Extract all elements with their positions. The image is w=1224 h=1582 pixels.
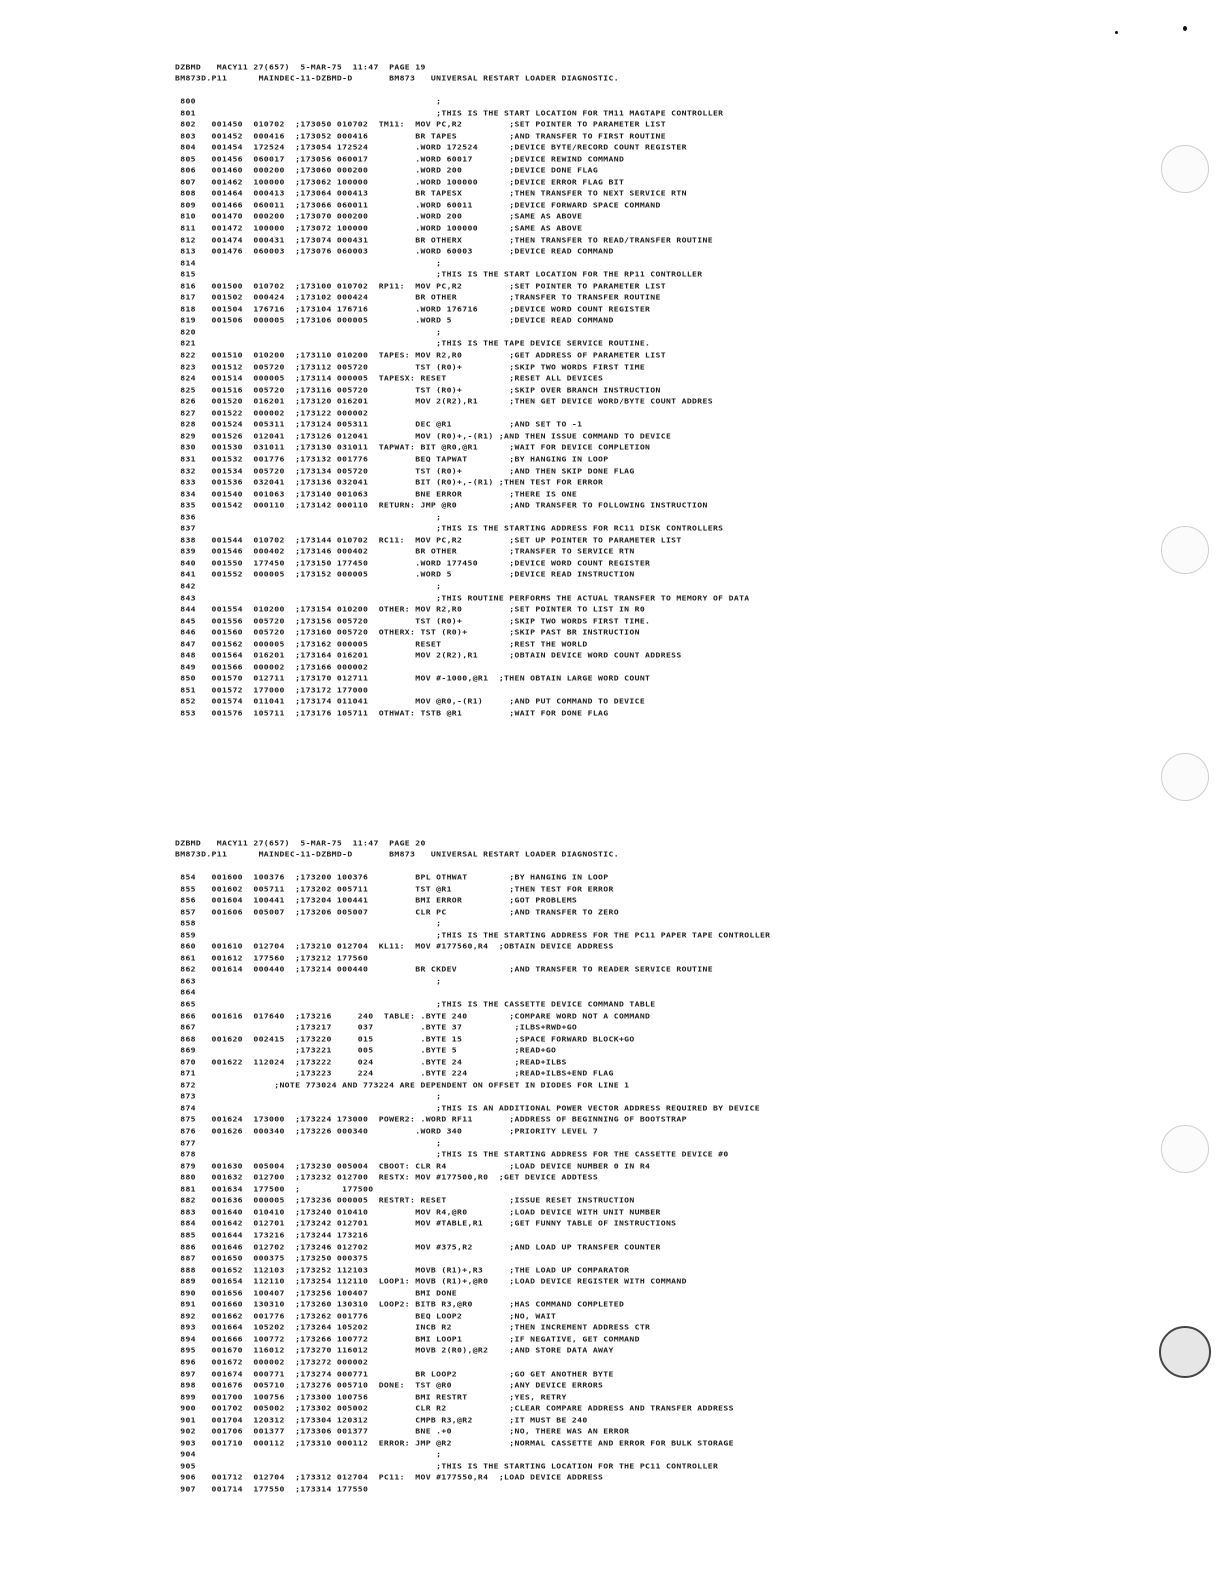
code-line: 812 001474 000431 ;173074 000431 BR OTHERX ;THEN TRANSFER TO READ/TRANSFER ROUTINE [175, 234, 713, 244]
code-line: 862 001614 000440 ;173214 000440 BR CKDEV ;AND TRANSFER TO READER SERVICE ROUTINE [175, 964, 713, 974]
code-line: 901 001704 120312 ;173304 120312 CMPB R3,@R2 ;IT MUST BE 240 [175, 1414, 588, 1424]
code-line: 859 ;THIS IS THE STARTING ADDRESS FOR THE PC11 PAPER TAPE CONTROLLER [175, 929, 771, 939]
code-line: 811 001472 100000 ;173072 100000 .WORD 100000 ;SAME AS ABOVE [175, 223, 583, 233]
listing-page-20 [175, 838, 770, 1496]
code-line: 875 001624 173000 ;173224 173000 POWER2: .WORD RF11 ;ADDRESS OF BEGINNING OF BOOTSTRAP [175, 1114, 687, 1124]
code-line: 829 001526 012041 ;173126 012041 MOV (R0)+,-(R1) ;AND THEN ISSUE COMMAND TO DEVICE [175, 430, 672, 441]
code-line: 880 001632 012700 ;173232 012700 RESTX: MOV #177500,R0 ;GET DEVICE ADDTESS [175, 1172, 599, 1182]
binder-hole [1161, 753, 1209, 801]
code-line: 818 001504 176716 ;173104 176716 .WORD 176716 ;DEVICE WORD COUNT REGISTER [175, 303, 651, 314]
code-line: 869 ;173221 005 .BYTE 5 ;READ+GO [175, 1045, 557, 1055]
code-line: 810 001470 000200 ;173070 000200 .WORD 200 ;SAME AS ABOVE [175, 211, 583, 221]
code-line: 884 001642 012701 ;173242 012701 MOV #TABLE,R1 ;GET FUNNY TABLE OF INSTRUCTIONS [175, 1218, 677, 1228]
code-line: 852 001574 011041 ;173174 011041 MOV @R0,-(R1) ;AND PUT COMMAND TO DEVICE [175, 696, 646, 706]
code-line: 889 001654 112110 ;173254 112110 LOOP1: MOVB (R1)+,@R0 ;LOAD DEVICE REGISTER WITH COMMAND [175, 1276, 687, 1286]
code-line: 890 001656 100407 ;173256 100407 BMI DONE [175, 1287, 458, 1297]
binder-hole [1161, 526, 1209, 574]
page-header-line: BM873D.P11 MAINDEC-11-DZBMD-D BM873 UNIVERSAL RESTART LOADER DIAGNOSTIC. [175, 849, 619, 859]
code-line: 886 001646 012702 ;173246 012702 MOV #375,R2 ;AND LOAD UP TRANSFER COUNTER [175, 1241, 661, 1251]
code-line: 814 ; [175, 257, 442, 267]
code-line: 885 001644 173216 ;173244 173216 [175, 1229, 369, 1240]
code-line: 847 001562 000005 ;173162 000005 RESET ;REST THE WORLD [175, 638, 588, 648]
binder-hole [1161, 1125, 1209, 1173]
code-line: 846 001560 005720 ;173160 005720 OTHERX: TST (R0)+ ;SKIP PAST BR INSTRUCTION [175, 627, 640, 637]
code-line: 877 ; [175, 1137, 442, 1147]
code-line: 832 001534 005720 ;173134 005720 TST (R0)+ ;AND THEN SKIP DONE FLAG [175, 465, 635, 475]
code-line: 831 001532 001776 ;173132 001776 BEQ TAPWAT ;BY HANGING IN LOOP [175, 453, 609, 464]
code-line: 807 001462 100000 ;173062 100000 .WORD 100000 ;DEVICE ERROR FLAG BIT [175, 176, 625, 187]
code-line: 844 001554 010200 ;173154 010200 OTHER: MOV R2,R0 ;SET POINTER TO LIST IN R0 [175, 604, 646, 614]
code-line: 900 001702 005002 ;173302 005002 CLR R2 ;CLEAR COMPARE ADDRESS AND TRANSFER ADDRESS [175, 1403, 734, 1413]
code-line: 813 001476 060003 ;173076 060003 .WORD 60003 ;DEVICE READ COMMAND [175, 246, 614, 256]
page-header-line: BM873D.P11 MAINDEC-11-DZBMD-D BM873 UNIVERSAL RESTART LOADER DIAGNOSTIC. [175, 73, 619, 83]
code-line: 835 001542 000110 ;173142 000110 RETURN: JMP @R0 ;AND TRANSFER TO FOLLOWING INSTRUCTION [175, 500, 708, 510]
code-line: 864 [175, 987, 196, 997]
code-line: 863 ; [175, 975, 442, 986]
code-line: 834 001540 001063 ;173140 001063 BNE ERROR ;THERE IS ONE [175, 488, 578, 498]
code-line: 856 001604 100441 ;173204 100441 BMI ERROR ;GOT PROBLEMS [175, 895, 578, 905]
code-line: 903 001710 000112 ;173310 000112 ERROR: JMP @R2 ;NORMAL CASSETTE AND ERROR FOR BULK STORAGE [175, 1437, 734, 1447]
page-header-line: DZBMD MACY11 27(657) 5-MAR-75 11:47 PAGE 20 [175, 838, 426, 848]
code-line: 892 001662 001776 ;173262 001776 BEQ LOOP2 ;NO, WAIT [175, 1310, 557, 1320]
listing-body [175, 872, 770, 1496]
code-line: 841 001552 000005 ;173152 000005 .WORD 5 ;DEVICE READ INSTRUCTION [175, 569, 635, 579]
code-line: 872 ;NOTE 773024 AND 773224 ARE DEPENDENT ON OFFSET IN DIODES FOR LINE 1 [175, 1079, 630, 1090]
code-line: 839 001546 000402 ;173146 000402 BR OTHER ;TRANSFER TO SERVICE RTN [175, 546, 635, 556]
code-line: 888 001652 112103 ;173252 112103 MOVB (R1)+,R3 ;THE LOAD UP COMPARATOR [175, 1264, 630, 1274]
code-line: 836 ; [175, 511, 442, 521]
code-line: 867 ;173217 037 .BYTE 37 ;ILBS+RWD+GO [175, 1022, 578, 1032]
code-line: 860 001610 012704 ;173210 012704 KL11: MOV #177560,R4 ;OBTAIN DEVICE ADDRESS [175, 941, 614, 951]
code-line: 858 ; [175, 918, 442, 928]
scan-speck [1183, 26, 1187, 31]
code-line: 840 001550 177450 ;173150 177450 .WORD 177450 ;DEVICE WORD COUNT REGISTER [175, 557, 651, 568]
code-line: 851 001572 177000 ;173172 177000 [175, 684, 369, 695]
code-line: 819 001506 000005 ;173106 000005 .WORD 5 ;DEVICE READ COMMAND [175, 315, 614, 325]
code-line: 878 ;THIS IS THE STARTING ADDRESS FOR THE CASSETTE DEVICE #0 [175, 1149, 729, 1159]
code-line: 849 001566 000002 ;173166 000002 [175, 661, 369, 671]
code-line: 843 ;THIS ROUTINE PERFORMS THE ACTUAL TRANSFER TO MEMORY OF DATA [175, 592, 750, 602]
code-line: 865 ;THIS IS THE CASSETTE DEVICE COMMAND TABLE [175, 999, 656, 1009]
code-line: 897 001674 000771 ;173274 000771 BR LOOP2 ;GO GET ANOTHER BYTE [175, 1368, 614, 1378]
code-line: 833 001536 032041 ;173136 032041 BIT (R0)+,-(R1) ;THEN TEST FOR ERROR [175, 477, 604, 487]
code-line: 907 001714 177550 ;173314 177550 [175, 1483, 369, 1494]
code-line: 821 ;THIS IS THE TAPE DEVICE SERVICE ROUTINE. [175, 338, 651, 348]
code-line: 805 001456 060017 ;173056 060017 .WORD 60017 ;DEVICE REWIND COMMAND [175, 153, 625, 163]
code-line: 895 001670 116012 ;173270 116012 MOVB 2(R0),@R2 ;AND STORE DATA AWAY [175, 1345, 614, 1355]
code-line: 822 001510 010200 ;173110 010200 TAPES: MOV R2,R0 ;GET ADDRESS OF PARAMETER LIST [175, 350, 666, 360]
code-line: 817 001502 000424 ;173102 000424 BR OTHER ;TRANSFER TO TRANSFER ROUTINE [175, 292, 661, 302]
code-line: 815 ;THIS IS THE START LOCATION FOR THE RP11 CONTROLLER [175, 269, 703, 279]
code-line: 825 001516 005720 ;173116 005720 TST (R0)+ ;SKIP OVER BRANCH INSTRUCTION [175, 384, 661, 394]
code-line: 879 001630 005004 ;173230 005004 CBOOT: CLR R4 ;LOAD DEVICE NUMBER 0 IN R4 [175, 1160, 651, 1170]
code-line: 906 001712 012704 ;173312 012704 PC11: MOV #177550,R4 ;LOAD DEVICE ADDRESS [175, 1472, 604, 1482]
code-line: 823 001512 005720 ;173112 005720 TST (R0)+ ;SKIP TWO WORDS FIRST TIME [175, 361, 646, 371]
code-line: 881 001634 177500 ; 177500 [175, 1183, 374, 1193]
listing-page-19 [175, 62, 750, 720]
code-line: 816 001500 010702 ;173100 010702 RP11: MOV PC,R2 ;SET POINTER TO PARAMETER LIST [175, 280, 666, 290]
code-line: 871 ;173223 224 .BYTE 224 ;READ+ILBS+END FLAG [175, 1068, 614, 1078]
code-line: 866 001616 017640 ;173216 240 TABLE: .BYTE 240 ;COMPARE WORD NOT A COMMAND [175, 1010, 651, 1020]
code-line: 809 001466 060011 ;173066 060011 .WORD 60011 ;DEVICE FORWARD SPACE COMMAND [175, 199, 661, 210]
code-line: 905 ;THIS IS THE STARTING LOCATION FOR THE PC11 CONTROLLER [175, 1460, 719, 1471]
code-line: 861 001612 177560 ;173212 177560 [175, 952, 369, 963]
code-line: 808 001464 000413 ;173064 000413 BR TAPESX ;THEN TRANSFER TO NEXT SERVICE RTN [175, 188, 687, 198]
code-line: 830 001530 031011 ;173130 031011 TAPWAT: BIT @R0,@R1 ;WAIT FOR DEVICE COMPLETION [175, 442, 651, 452]
code-line: 828 001524 005311 ;173124 005311 DEC @R1 ;AND SET TO -1 [175, 419, 583, 429]
code-line: 857 001606 005007 ;173206 005007 CLR PC ;AND TRANSFER TO ZERO [175, 906, 619, 916]
code-line: 845 001556 005720 ;173156 005720 TST (R0)+ ;SKIP TWO WORDS FIRST TIME. [175, 615, 651, 625]
code-line: 899 001700 100756 ;173300 100756 BMI RESTRT ;YES, RETRY [175, 1391, 567, 1401]
code-line: 820 ; [175, 326, 442, 337]
listing-body [175, 96, 750, 720]
code-line: 854 001600 100376 ;173200 100376 BPL OTHWAT ;BY HANGING IN LOOP [175, 872, 609, 882]
code-line: 893 001664 105202 ;173264 105202 INCB R2 ;THEN INCREMENT ADDRESS CTR [175, 1322, 651, 1332]
code-line: 873 ; [175, 1091, 442, 1101]
code-line: 876 001626 000340 ;173226 000340 .WORD 340 ;PRIORITY LEVEL 7 [175, 1126, 599, 1136]
binder-hole [1159, 1326, 1211, 1378]
code-line: 883 001640 010410 ;173240 010410 MOV R4,@R0 ;LOAD DEVICE WITH UNIT NUMBER [175, 1206, 661, 1217]
code-line: 801 ;THIS IS THE START LOCATION FOR TM11 MAGTAPE CONTROLLER [175, 107, 724, 117]
code-line: 806 001460 000200 ;173060 000200 .WORD 200 ;DEVICE DONE FLAG [175, 165, 599, 175]
code-line: 902 001706 001377 ;173306 001377 BNE .+0 ;NO, THERE WAS AN ERROR [175, 1426, 630, 1436]
code-line: 804 001454 172524 ;173054 172524 .WORD 172524 ;DEVICE BYTE/RECORD COUNT REGISTER [175, 142, 687, 152]
code-line: 827 001522 000002 ;173122 000002 [175, 407, 369, 417]
code-line: 800 ; [175, 96, 442, 106]
code-line: 826 001520 016201 ;173120 016201 MOV 2(R2),R1 ;THEN GET DEVICE WORD/BYTE COUNT ADDRES [175, 396, 713, 406]
code-line: 853 001576 105711 ;173176 105711 OTHWAT: TSTB @R1 ;WAIT FOR DONE FLAG [175, 707, 609, 718]
code-line: 891 001660 130310 ;173260 130310 LOOP2: BITB R3,@R0 ;HAS COMMAND COMPLETED [175, 1299, 625, 1309]
code-line: 894 001666 100772 ;173266 100772 BMI LOOP1 ;IF NEGATIVE, GET COMMAND [175, 1333, 640, 1344]
code-line: 868 001620 002415 ;173220 015 .BYTE 15 ;SPACE FORWARD BLOCK+GO [175, 1033, 635, 1043]
code-line: 870 001622 112024 ;173222 024 .BYTE 24 ;READ+ILBS [175, 1056, 567, 1066]
code-line: 850 001570 012711 ;173170 012711 MOV #-1000,@R1 ;THEN OBTAIN LARGE WORD COUNT [175, 673, 651, 683]
code-line: 896 001672 000002 ;173272 000002 [175, 1356, 369, 1367]
code-line: 882 001636 000005 ;173236 000005 RESTRT: RESET ;ISSUE RESET INSTRUCTION [175, 1195, 635, 1205]
code-line: 837 ;THIS IS THE STARTING ADDRESS FOR RC11 DISK CONTROLLERS [175, 523, 724, 533]
code-line: 842 ; [175, 580, 442, 591]
code-line: 824 001514 000005 ;173114 000005 TAPESX: RESET ;RESET ALL DEVICES [175, 373, 604, 383]
code-line: 803 001452 000416 ;173052 000416 BR TAPES ;AND TRANSFER TO FIRST ROUTINE [175, 130, 666, 140]
code-line: 855 001602 005711 ;173202 005711 TST @R1 ;THEN TEST FOR ERROR [175, 883, 614, 893]
code-line: 874 ;THIS IS AN ADDITIONAL POWER VECTOR ADDRESS REQUIRED BY DEVICE [175, 1102, 760, 1113]
code-line: 898 001676 005710 ;173276 005710 DONE: TST @R0 ;ANY DEVICE ERRORS [175, 1380, 604, 1390]
code-line: 887 001650 000375 ;173250 000375 [175, 1253, 369, 1263]
code-line: 838 001544 010702 ;173144 010702 RC11: MOV PC,R2 ;SET UP POINTER TO PARAMETER LIST [175, 534, 682, 544]
page-header-line: DZBMD MACY11 27(657) 5-MAR-75 11:47 PAGE 19 [175, 62, 426, 72]
code-line: 802 001450 010702 ;173050 010702 TM11: MOV PC,R2 ;SET POINTER TO PARAMETER LIST [175, 119, 666, 129]
binder-hole [1161, 145, 1209, 193]
code-line: 848 001564 016201 ;173164 016201 MOV 2(R2),R1 ;OBTAIN DEVICE WORD COUNT ADDRESS [175, 650, 682, 660]
scan-speck [1115, 31, 1118, 34]
code-line: 904 ; [175, 1449, 442, 1459]
